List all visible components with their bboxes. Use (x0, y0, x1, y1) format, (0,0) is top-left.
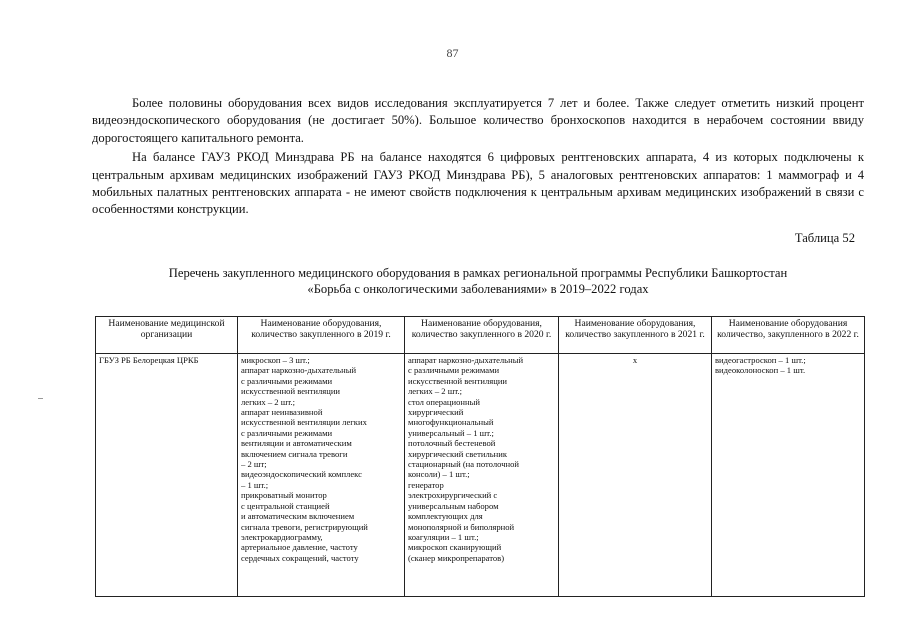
cell-line: стол операционный (408, 396, 480, 407)
cell-line: универсальный – 1 шт.; (408, 427, 494, 438)
header-organization: Наименование медицинской организации (96, 317, 238, 354)
cell-line: включением сигнала тревоги (241, 448, 348, 459)
cell-line: с центральной станцией (241, 500, 330, 511)
cell-line: генератор (408, 479, 444, 490)
header-2021: Наименование оборудования, количество закупленного в 2021 г. (559, 317, 712, 354)
cell-line: хирургический (408, 407, 464, 418)
table-title (92, 265, 864, 297)
cell-line: искусственной вентиляции (408, 375, 508, 386)
cell-line: прикроватный монитор (241, 490, 327, 501)
cell-line: вентиляции и автоматическим (241, 438, 352, 449)
cell-2020 (405, 354, 559, 597)
cell-line: легких – 2 шт.; (408, 386, 462, 397)
cell-line: видеоэндоскопический комплекс (241, 469, 362, 480)
header-2022: Наименование оборудования количество, закупленного в 2022 г. (712, 317, 865, 354)
cell-line: микроскоп сканирующий (408, 542, 502, 553)
cell-line: монополярной и биполярной (408, 521, 515, 532)
table-title-line: «Борьба с онкологическими заболеваниями» в 2019–2022 годах (307, 282, 649, 296)
cell-line: искусственной вентиляции (241, 386, 341, 397)
table-title-line: Перечень закупленного медицинского оборудования в рамках региональной программы Республики Башкортостан (168, 266, 788, 280)
cell-line: видеоколоноскоп – 1 шт. (715, 365, 806, 376)
table-row (96, 354, 865, 597)
table-header-row (96, 317, 865, 354)
cell-line: сердечных сокращений, частоту (241, 552, 359, 563)
cell-line: аппарат наркозно-дыхательный (241, 365, 357, 376)
paragraph: Более половины оборудования всех видов исследования эксплуатируется 7 лет и более. Также следует отметить низкий процент видеоэндоскопического оборудования (не достигает 50%). Большое количество бронхоскопов находится в нерабочем состоянии ввиду дорогостоящего капитального ремонта. (92, 96, 864, 145)
cell-line: аппарат наркозно-дыхательный (408, 355, 524, 365)
cell-line: с различными режимами (241, 375, 333, 386)
cell-line: аппарат неинвазивной (241, 407, 323, 418)
cell-organization: ГБУЗ РБ Белорецкая ЦРКБ (96, 354, 238, 597)
equipment-table (95, 316, 865, 597)
cell-line: консоли) – 1 шт.; (408, 469, 470, 480)
cell-line: с различными режимами (241, 427, 333, 438)
cell-line: искусственной вентиляции легких (241, 417, 367, 428)
cell-line: хирургический светильник (408, 448, 508, 459)
cell-line: видеогастроскоп – 1 шт.; (715, 355, 806, 365)
cell-line: комплектующих для (408, 511, 483, 522)
cell-line: потолочный бестеневой (408, 438, 496, 449)
cell-line: артериальное давление, частоту (241, 542, 358, 553)
paragraph: На балансе ГАУЗ РКОД Минздрава РБ на балансе находятся 6 цифровых рентгеновских аппарата, 4 из которых подключены к центральным архивам медицинских изображений ГАУЗ РКОД Минздрава РБ), 5 аналоговых рентгеновских аппаратов: 1 маммограф и 4 мобильных палатных рентгеновских аппарата - не имеют свойств подключения к центральным архивам медицинских изображений в связи с особенностями конструкции. (92, 150, 864, 217)
cell-2019 (238, 354, 405, 597)
cell-line: сигнала тревоги, регистрирующий (241, 521, 368, 532)
page-number: 87 (446, 46, 459, 60)
cell-line: универсальным набором (408, 500, 499, 511)
cell-line: многофункциональный (408, 417, 494, 428)
body-text (92, 95, 864, 219)
cell-line: легких – 2 шт.; (241, 396, 295, 407)
table-label: Таблица 52 (794, 231, 855, 245)
scan-mark (38, 398, 43, 399)
cell-2022 (712, 354, 865, 597)
header-2020: Наименование оборудования, количество закупленного в 2020 г. (405, 317, 559, 354)
cell-line: с различными режимами (408, 365, 500, 376)
cell-2021: х (559, 354, 712, 597)
cell-line: коагуляции – 1 шт.; (408, 531, 479, 542)
cell-line: – 1 шт.; (241, 479, 269, 490)
cell-line: микроскоп – 3 шт.; (241, 355, 310, 365)
cell-line: электрохирургический с (408, 490, 498, 501)
cell-line: стационарный (на потолочной (408, 459, 520, 470)
cell-line: – 2 шт; (241, 459, 267, 470)
cell-line: (сканер микропрепаратов) (408, 552, 505, 563)
cell-line: и автоматическим включением (241, 511, 355, 522)
header-2019: Наименование оборудования, количество закупленного в 2019 г. (238, 317, 405, 354)
cell-line: электрокардиограмму, (241, 531, 323, 542)
